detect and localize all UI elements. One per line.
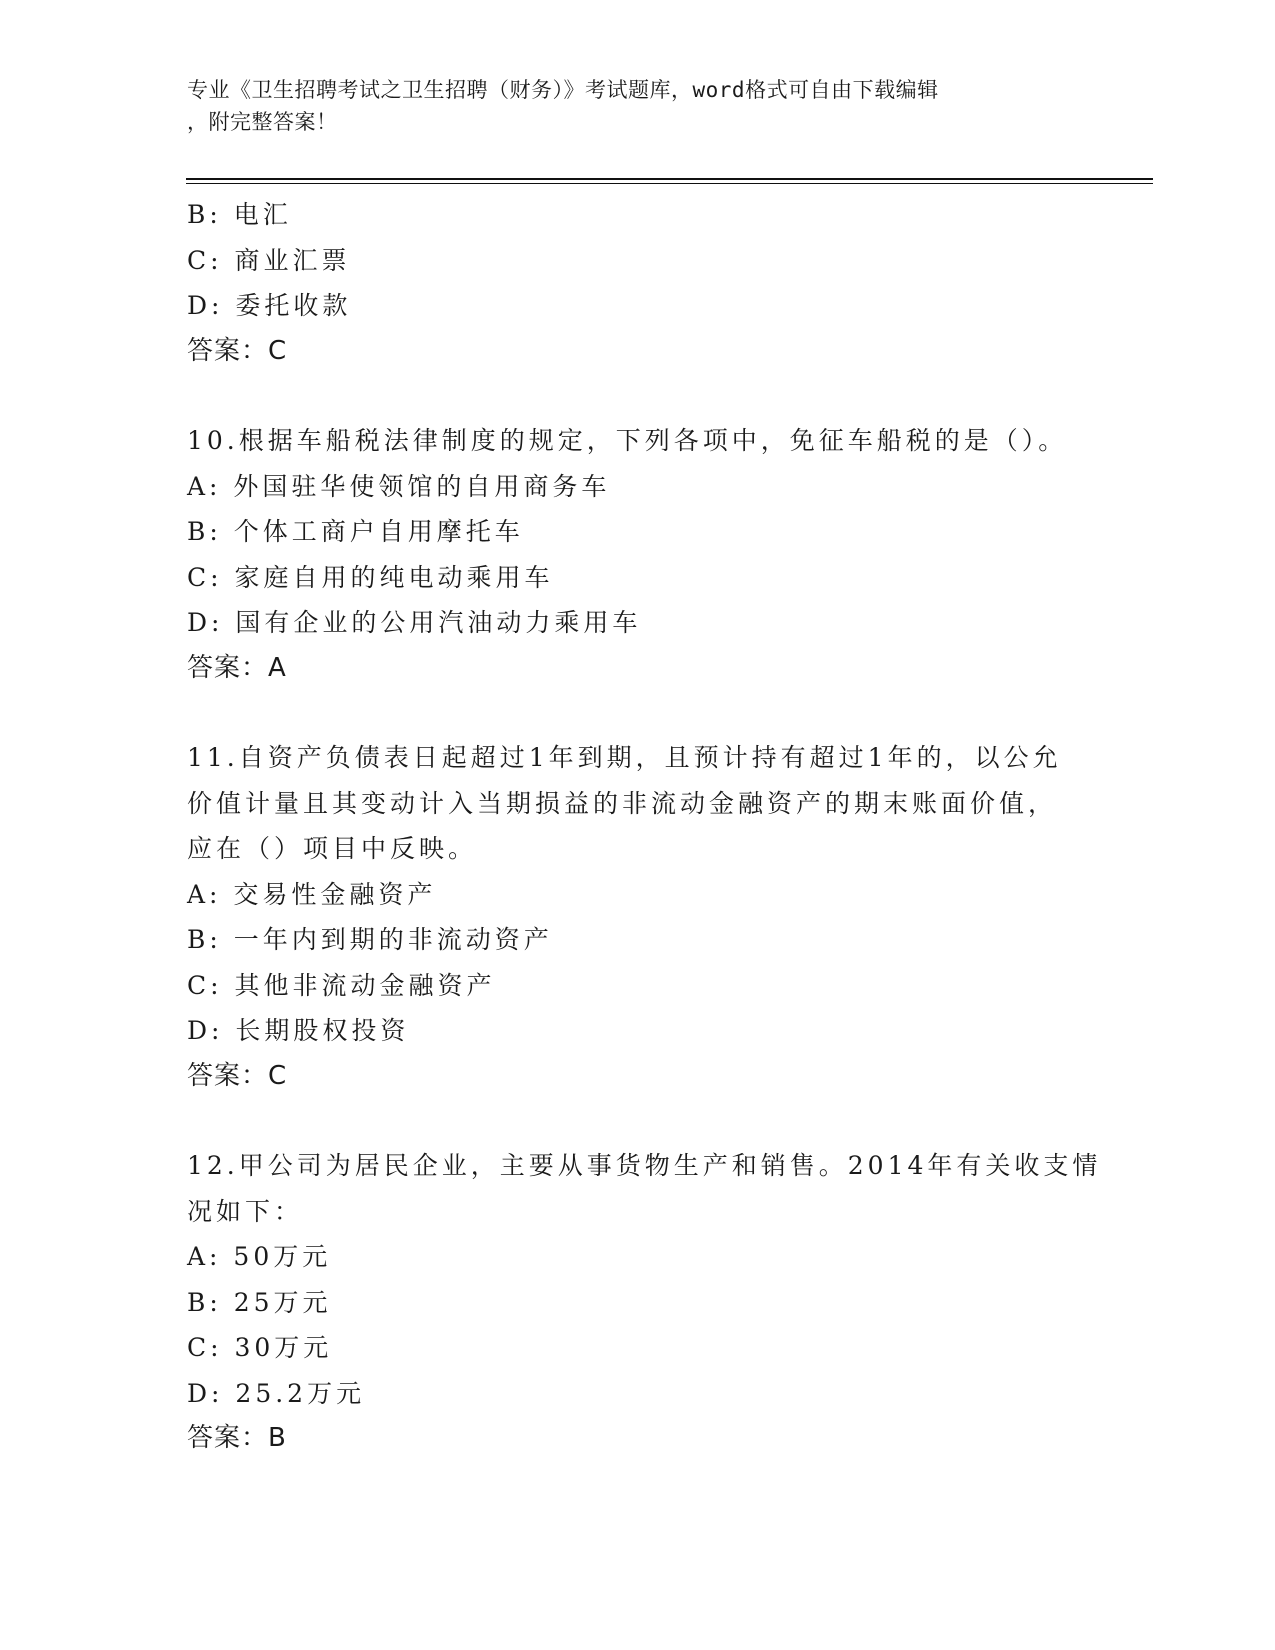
answer-line: 答案：A (187, 652, 287, 683)
spacer (187, 374, 1087, 418)
header-line-2: ，附完整答案！ (187, 110, 338, 134)
option-c: C: 家庭自用的纯电动乘用车 (187, 562, 554, 592)
question-12 (187, 1143, 1102, 1462)
option-c: C: 商业汇票 (187, 245, 351, 275)
option-c: C: 30万元 (187, 1333, 333, 1362)
option-d: D: 25.2万元 (187, 1378, 366, 1408)
question-11 (187, 735, 1087, 1099)
option-b: B: 一年内到期的非流动资产 (187, 925, 553, 954)
option-a: A: 交易性金融资产 (187, 879, 437, 909)
option-b: B: 25万元 (187, 1287, 332, 1317)
spacer (187, 1099, 1087, 1143)
answer-line: 答案：C (187, 1060, 288, 1091)
header-line-1: 专业《卫生招聘考试之卫生招聘（财务）》考试题库，word格式可自由下载编辑 (187, 78, 939, 102)
option-d: D: 国有企业的公用汽油动力乘用车 (187, 608, 642, 637)
option-a: A: 外国驻华使领馆的自用商务车 (187, 471, 611, 501)
option-d: D: 委托收款 (187, 291, 352, 320)
answer-line: 答案：B (187, 1423, 287, 1453)
option-b: B: 电汇 (187, 200, 292, 229)
option-c: C: 其他非流动金融资产 (187, 970, 496, 1000)
question-stem-line-2: 况如下： (187, 1196, 304, 1226)
question-10 (187, 418, 1087, 691)
question-list (187, 192, 1102, 1462)
question-stem-line-1: 11.自资产负债表日起超过1年到期，且预计持有超过1年的，以公允 (187, 743, 1062, 772)
option-b: B: 个体工商户自用摩托车 (187, 517, 524, 546)
spacer (187, 691, 1087, 735)
question-stem-line-3: 应在（）项目中反映。 (187, 834, 478, 863)
option-a: A: 50万元 (187, 1242, 332, 1271)
question-stem-line-1: 12.甲公司为居民企业，主要从事货物生产和销售。2014年有关收支情 (187, 1151, 1102, 1180)
document-header (187, 74, 1087, 138)
question-9-continued (187, 192, 1087, 374)
question-stem: 10.根据车船税法律制度的规定，下列各项中，免征车船税的是（）。 (187, 426, 1068, 455)
header-divider-thin (186, 183, 1153, 184)
question-stem-line-2: 价值计量且其变动计入当期损益的非流动金融资产的期末账面价值， (187, 788, 1058, 818)
header-divider-thick (186, 178, 1153, 180)
option-d: D: 长期股权投资 (187, 1016, 410, 1045)
answer-line: 答案：C (187, 335, 288, 366)
